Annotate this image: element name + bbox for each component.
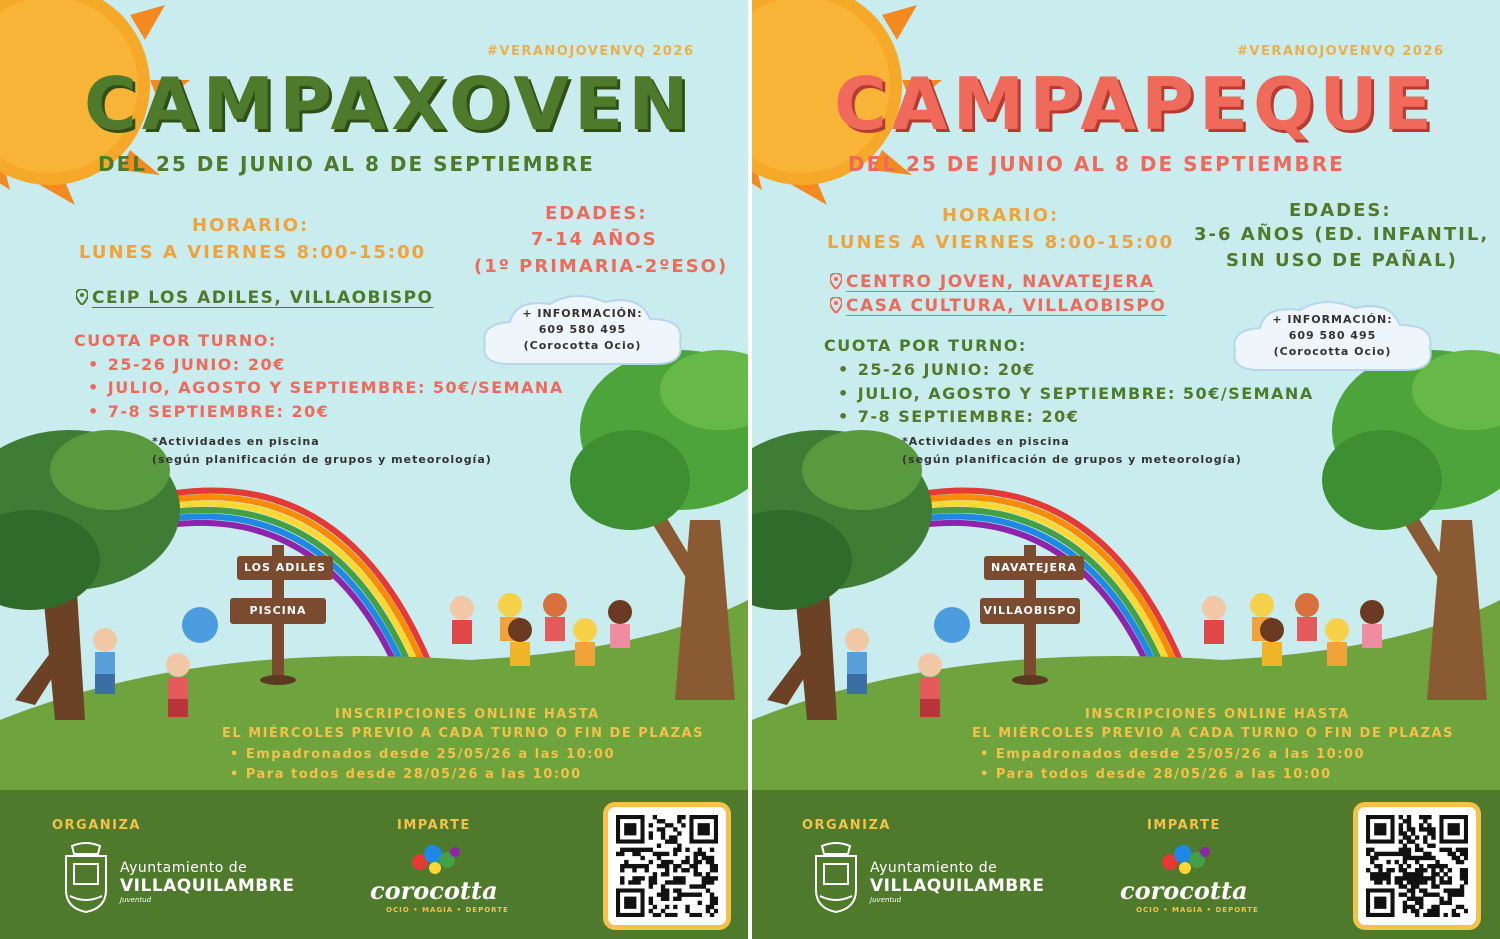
inscripciones-line2: EL MIÉRCOLES PREVIO A CADA TURNO O FIN DE PLAZAS: [222, 726, 704, 741]
corocotta-logo: corocotta: [370, 876, 498, 905]
location-link[interactable]: [830, 272, 1155, 292]
rainbow-illustration: [140, 491, 430, 675]
qr-code-icon: [616, 815, 718, 917]
inscripciones-line1: INSCRIPCIONES ONLINE HASTA: [335, 707, 600, 722]
cuota-label: CUOTA POR TURNO:: [74, 331, 277, 350]
poster-campapeque: [752, 0, 1500, 939]
note-line1: *Actividades en piscina: [152, 435, 320, 448]
horario-value: LUNES A VIERNES 8:00-15:00: [827, 232, 1175, 253]
edades-line2: SIN USO DE PAÑAL): [1226, 250, 1458, 271]
poster-title: CAMPAPEQUE: [834, 62, 1437, 146]
note-line1: *Actividades en piscina: [902, 435, 1070, 448]
cuota-item: • 7-8 SEPTIEMBRE: 20€: [838, 407, 1079, 426]
edades-label: EDADES:: [545, 203, 648, 224]
location-link[interactable]: [76, 288, 433, 308]
horario-value: LUNES A VIERNES 8:00-15:00: [79, 242, 427, 263]
info-label: + INFORMACIÓN:: [522, 307, 643, 320]
edades-line1: 3-6 AÑOS (ED. INFANTIL,: [1194, 224, 1490, 245]
cuota-item: • 25-26 JUNIO: 20€: [88, 355, 286, 374]
info-cloud: [480, 294, 685, 368]
info-org: (Corocotta Ocio): [523, 339, 642, 352]
ayuntamiento-line2: VILLAQUILAMBRE: [120, 876, 295, 896]
imparte-label: IMPARTE: [1147, 818, 1221, 833]
ayuntamiento-line1: Ayuntamiento de: [120, 860, 248, 876]
inscripciones-line1: INSCRIPCIONES ONLINE HASTA: [1085, 707, 1350, 722]
date-range: DEL 25 DE JUNIO AL 8 DE SEPTIEMBRE: [98, 152, 595, 176]
note-line2: (según planificación de grupos y meteorología): [152, 453, 492, 466]
corocotta-tagline: OCIO • MAGIA • DEPORTE: [1136, 906, 1259, 914]
inscripciones-item-text: Para todos desde 28/05/26 a las 10:00: [995, 767, 1332, 782]
corocotta-logo: corocotta: [1120, 876, 1248, 905]
info-phone[interactable]: 609 580 495: [538, 323, 627, 336]
note-line2: (según planificación de grupos y meteorología): [902, 453, 1242, 466]
cuota-item: • JULIO, AGOSTO Y SEPTIEMBRE: 50€/SEMANA: [88, 378, 564, 397]
poster-title: CAMPAXOVEN: [84, 62, 694, 146]
location-text: CASA CULTURA, VILLAOBISPO: [846, 296, 1167, 316]
poster-campaxoven: [0, 0, 748, 939]
edades-line2: (1º PRIMARIA-2ºESO): [474, 256, 729, 277]
corocotta-tagline: OCIO • MAGIA • DEPORTE: [386, 906, 509, 914]
inscripciones-item: • Empadronados desde 25/05/26 a las 10:00: [980, 747, 1365, 762]
qr-code[interactable]: [603, 802, 731, 930]
ayuntamiento-logo: [870, 860, 1044, 904]
location-link[interactable]: [830, 296, 1166, 316]
inscripciones-line2: EL MIÉRCOLES PREVIO A CADA TURNO O FIN DE PLAZAS: [972, 726, 1454, 741]
hashtag: #VERANOJOVENVQ 2026: [487, 44, 695, 59]
cuota-item: • 7-8 SEPTIEMBRE: 20€: [88, 402, 329, 421]
corocotta-paint-icon: [1155, 842, 1215, 876]
inscripciones-item: • Para todos desde 28/05/26 a las 10:00: [980, 767, 1332, 782]
cuota-item: • 25-26 JUNIO: 20€: [838, 360, 1036, 379]
organiza-label: ORGANIZA: [802, 818, 891, 833]
info-phone[interactable]: 609 580 495: [1288, 329, 1377, 342]
ayuntamiento-line1: Ayuntamiento de: [870, 860, 998, 876]
info-label: + INFORMACIÓN:: [1272, 313, 1393, 326]
ayuntamiento-line2: VILLAQUILAMBRE: [870, 876, 1045, 896]
sign-top: NAVATEJERA: [984, 556, 1084, 580]
inscripciones-item-text: Para todos desde 28/05/26 a las 10:00: [245, 767, 582, 782]
inscripciones-item-text: Empadronados desde 25/05/26 a las 10:00: [245, 747, 615, 762]
ayuntamiento-crest-icon: [62, 842, 110, 914]
date-range: DEL 25 DE JUNIO AL 8 DE SEPTIEMBRE: [848, 152, 1345, 176]
inscripciones-item-text: Empadronados desde 25/05/26 a las 10:00: [995, 747, 1365, 762]
cuota-item: • JULIO, AGOSTO Y SEPTIEMBRE: 50€/SEMANA: [838, 384, 1314, 403]
corocotta-paint-icon: [405, 842, 465, 876]
map-pin-icon: [830, 297, 842, 313]
ayuntamiento-crest-icon: [812, 842, 860, 914]
imparte-label: IMPARTE: [397, 818, 471, 833]
ayuntamiento-line3: Juventud: [870, 896, 902, 904]
info-org: (Corocotta Ocio): [1273, 345, 1392, 358]
cuota-label: CUOTA POR TURNO:: [824, 336, 1027, 355]
map-pin-icon: [830, 273, 842, 289]
rainbow-illustration: [892, 491, 1182, 675]
ayuntamiento-logo: [120, 860, 294, 904]
edades-label: EDADES:: [1289, 200, 1392, 221]
sign-bottom: VILLAOBISPO: [980, 598, 1080, 624]
inscripciones-item: • Para todos desde 28/05/26 a las 10:00: [230, 767, 582, 782]
organiza-label: ORGANIZA: [52, 818, 141, 833]
qr-code[interactable]: [1353, 802, 1481, 930]
sign-bottom: PISCINA: [230, 598, 326, 624]
location-text: CENTRO JOVEN, NAVATEJERA: [846, 272, 1155, 292]
map-pin-icon: [76, 289, 88, 305]
edades-line1: 7-14 AÑOS: [531, 229, 658, 250]
location-text: CEIP LOS ADILES, VILLAOBISPO: [92, 288, 434, 308]
horario-label: HORARIO:: [942, 205, 1060, 226]
ayuntamiento-line3: Juventud: [120, 896, 152, 904]
horario-label: HORARIO:: [192, 215, 310, 236]
info-cloud: [1230, 300, 1435, 374]
qr-code-icon: [1366, 815, 1468, 917]
sign-top: LOS ADILES: [237, 556, 333, 580]
inscripciones-item: • Empadronados desde 25/05/26 a las 10:00: [230, 747, 615, 762]
hashtag: #VERANOJOVENVQ 2026: [1237, 44, 1445, 59]
